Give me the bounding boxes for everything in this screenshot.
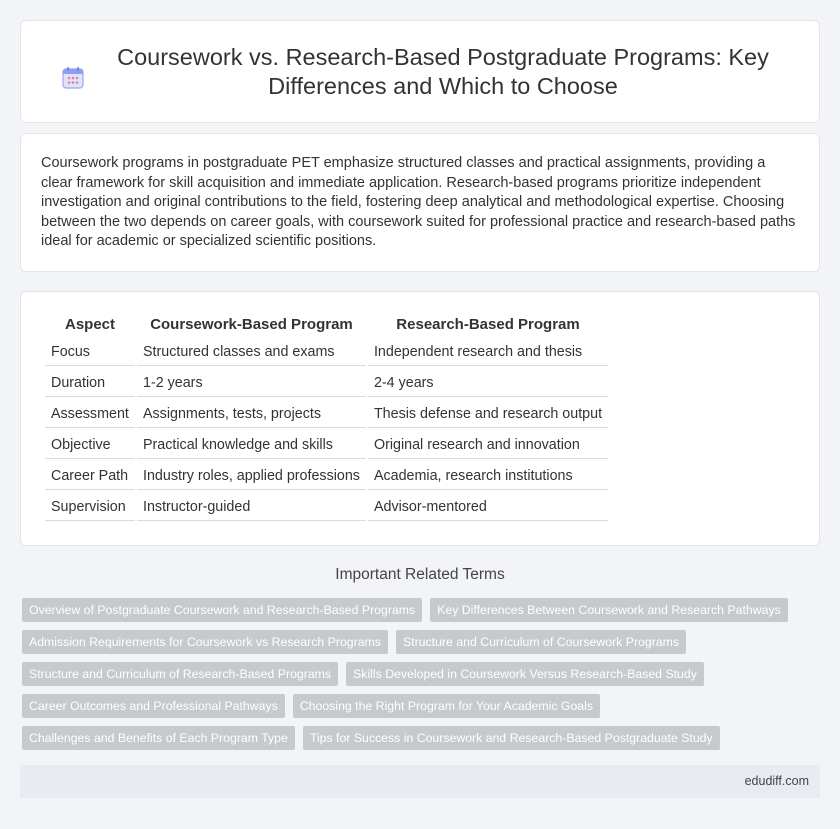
table-cell: Focus bbox=[45, 337, 135, 366]
related-term-link[interactable]: Skills Developed in Coursework Versus Research-Based Study bbox=[346, 662, 704, 686]
related-term-link[interactable]: Career Outcomes and Professional Pathways bbox=[22, 694, 285, 718]
comparison-table-card bbox=[20, 291, 820, 546]
table-cell: Thesis defense and research output bbox=[368, 399, 608, 428]
table-cell: Independent research and thesis bbox=[368, 337, 608, 366]
related-term-link[interactable]: Choosing the Right Program for Your Academic Goals bbox=[293, 694, 600, 718]
table-row bbox=[45, 368, 608, 397]
table-cell: Instructor-guided bbox=[137, 492, 366, 521]
table-cell: Objective bbox=[45, 430, 135, 459]
table-row bbox=[45, 430, 608, 459]
related-terms-title: Important Related Terms bbox=[335, 566, 505, 583]
intro-card bbox=[20, 133, 820, 272]
table-row bbox=[45, 337, 608, 366]
table-row bbox=[45, 461, 608, 490]
table-cell: 1-2 years bbox=[137, 368, 366, 397]
table-cell: Academia, research institutions bbox=[368, 461, 608, 490]
table-cell: Practical knowledge and skills bbox=[137, 430, 366, 459]
related-term-link[interactable]: Admission Requirements for Coursework vs Research Programs bbox=[22, 630, 388, 654]
related-term-link[interactable]: Structure and Curriculum of Research-Based Programs bbox=[22, 662, 338, 686]
related-term-link[interactable]: Challenges and Benefits of Each Program Type bbox=[22, 726, 295, 750]
comparison-table bbox=[43, 312, 610, 523]
intro-paragraph: Coursework programs in postgraduate PET emphasize structured classes and practical assignments, providing a clear framework for skill acquisition and immediate application. Research-based programs prioritize independent investigation and original contributions to the field, fostering deep analytical and methodological expertise. Choosing between the two depends on career goals, with coursework suited for professional practice and research-based paths ideal for academic or specialized scientific positions. bbox=[41, 155, 796, 249]
footer bbox=[20, 765, 820, 798]
table-row bbox=[45, 492, 608, 521]
related-terms-list bbox=[22, 598, 812, 758]
table-cell: Supervision bbox=[45, 492, 135, 521]
table-cell: Industry roles, applied professions bbox=[137, 461, 366, 490]
related-term-link[interactable]: Overview of Postgraduate Coursework and Research-Based Programs bbox=[22, 598, 422, 622]
table-header-row bbox=[45, 314, 608, 335]
table-cell: Advisor-mentored bbox=[368, 492, 608, 521]
related-term-link[interactable]: Structure and Curriculum of Coursework Programs bbox=[396, 630, 686, 654]
related-term-link[interactable]: Key Differences Between Coursework and Research Pathways bbox=[430, 598, 788, 622]
table-cell: Assignments, tests, projects bbox=[137, 399, 366, 428]
table-row bbox=[45, 399, 608, 428]
table-cell: Assessment bbox=[45, 399, 135, 428]
table-cell: Original research and innovation bbox=[368, 430, 608, 459]
column-header: Aspect bbox=[64, 316, 116, 333]
column-header: Research-Based Program bbox=[396, 316, 580, 333]
table-cell: Career Path bbox=[45, 461, 135, 490]
calendar-icon bbox=[60, 65, 86, 91]
table-cell: Duration bbox=[45, 368, 135, 397]
column-header: Coursework-Based Program bbox=[150, 316, 353, 333]
related-term-link[interactable]: Tips for Success in Coursework and Research-Based Postgraduate Study bbox=[303, 726, 720, 750]
footer-site-link[interactable]: edudiff.com bbox=[744, 774, 809, 788]
table-cell: 2-4 years bbox=[368, 368, 608, 397]
page-title: Coursework vs. Research-Based Postgraduate Programs: Key Differences and Which to Choose bbox=[117, 43, 769, 99]
header-card bbox=[20, 20, 820, 123]
table-cell: Structured classes and exams bbox=[137, 337, 366, 366]
